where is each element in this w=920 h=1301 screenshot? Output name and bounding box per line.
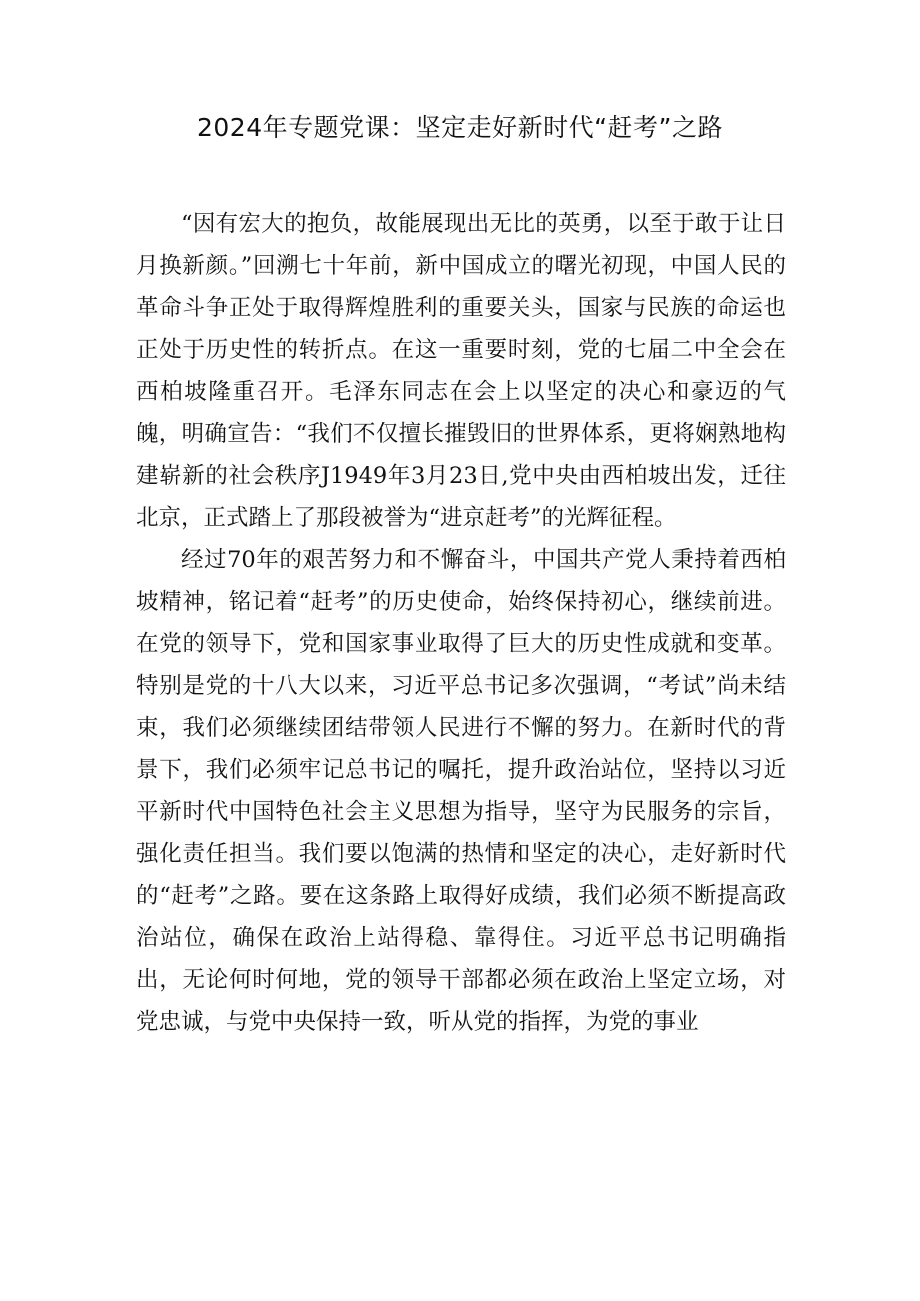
document-title: 2024年专题党课：坚定走好新时代“赶考”之路 <box>196 113 724 142</box>
document-body <box>136 203 786 1043</box>
paragraph-2: 经过70年的艰苦努力和不懈奋斗，中国共产党人秉持着西柏坡精神，铭记着“赶考”的历史使命，始终保持初心，继续前进。在党的领导下，党和国家事业取得了巨大的历史性成就和变革。特别是党的十八大以来，习近平总书记多次强调，“考试”尚未结束，我们必须继续团结带领人民进行不懈的努力。在新时代的背景下，我们必须牢记总书记的嘱托，提升政治站位，坚持以习近平新时代中国特色社会主义思想为指导，坚守为民服务的宗旨，强化责任担当。我们要以饱满的热情和坚定的决心，走好新时代的“赶考”之路。要在这条路上取得好成绩，我们必须不断提高政治站位，确保在政治上站得稳、靠得住。习近平总书记明确指出，无论何时何地，党的领导干部都必须在政治上坚定立场，对党忠诚，与党中央保持一致，听从党的指挥，为党的事业 <box>136 547 786 1035</box>
paragraph-1: “因有宏大的抱负，故能展现出无比的英勇，以至于敢于让日月换新颜。”回溯七十年前，新中国成立的曙光初现，中国人民的革命斗争正处于取得辉煌胜利的重要关头，国家与民族的命运也正处于历史性的转折点。在这一重要时刻，党的七届二中全会在西柏坡隆重召开。毛泽东同志在会上以坚定的决心和豪迈的气魄，明确宣告：“我们不仅擅长摧毁旧的世界体系，更将娴熟地构建崭新的社会秩序J1949年3月23日,党中央由西柏坡出发，迁往北京，正式踏上了那段被誉为“进京赶考”的光辉征程。 <box>136 211 786 531</box>
